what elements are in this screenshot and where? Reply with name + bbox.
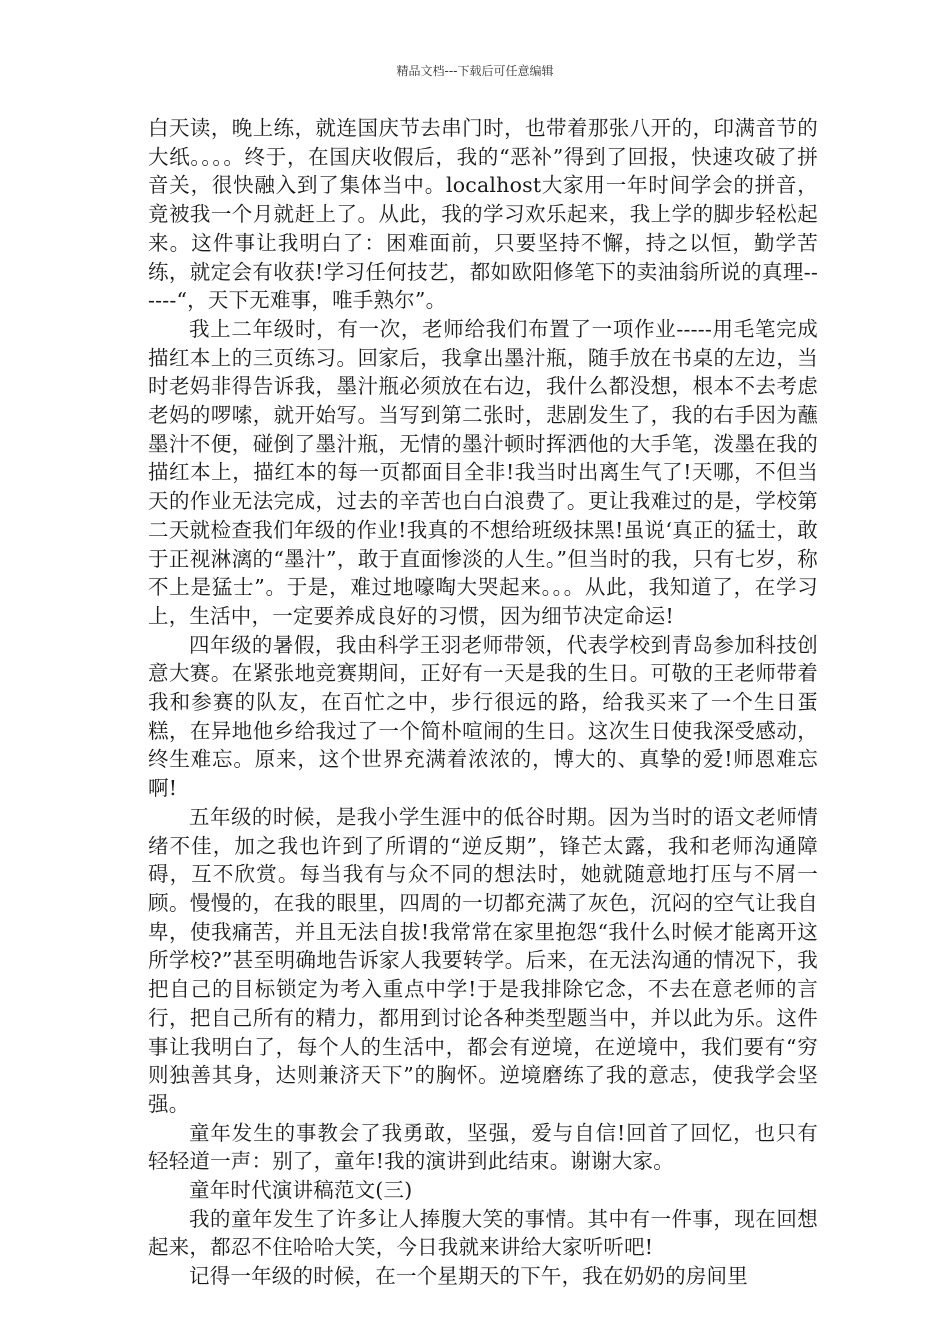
document-body [148,114,818,1291]
paragraph-6: 我的童年发生了许多让人捧腹大笑的事情。其中有一件事，现在回想起来，都忍不住哈哈大笑，今日我就来讲给大家听听吧! [148,1206,818,1260]
paragraph-3: 四年级的暑假，我由科学王羽老师带领，代表学校到青岛参加科技创意大赛。在紧张地竞赛期间，正好有一天是我的生日。可敬的王老师带着我和参赛的队友，在百忙之中，步行很远的路，给我买来了一个生日蛋糕，在异地他乡给我过了一个简朴喧闹的生日。这次生日使我深受感动，终生难忘。原来，这个世界充满着浓浓的，博大的、真挚的爱!师恩难忘啊! [148,632,818,801]
paragraph-5: 童年发生的事教会了我勇敢，坚强，爱与自信!回首了回忆，也只有轻轻道一声：别了，童年!我的演讲到此结束。谢谢大家。 [148,1120,818,1174]
paragraph-2: 我上二年级时，有一次，老师给我们布置了一项作业-----用毛笔完成描红本上的三页练习。回家后，我拿出墨汁瓶，随手放在书桌的左边，当时老妈非得告诉我，墨汁瓶必须放在右边，我什么都没想，根本不去考虑老妈的啰嗦，就开始写。当写到第二张时，悲剧发生了，我的右手因为蘸墨汁不便，碰倒了墨汁瓶，无情的墨汁顿时挥洒他的大手笔，泼墨在我的描红本上，描红本的每一页都面目全非!我当时出离生气了!天哪，不但当天的作业无法完成，过去的辛苦也白白浪费了。更让我难过的是，学校第二天就检查我们年级的作业!我真的不想给班级抹黑!虽说‘真正的猛士，敢于正视淋漓的“墨汁”，敢于直面惨淡的人生。”但当时的我，只有七岁，称不上是猛士”。于是，难过地嚎啕大哭起来。。。从此，我知道了，在学习上，生活中，一定要养成良好的习惯，因为细节决定命运! [148,316,818,628]
paragraph-1: 白天读，晚上练，就连国庆节去串门时，也带着那张八开的，印满音节的大纸。。。。终于，在国庆收假后，我的“恶补”得到了回报，快速攻破了拼音关，很快融入到了集体当中。localhost大家用一年时间学会的拼音，竟被我一个月就赶上了。从此，我的学习欢乐起来，我上学的脚步轻松起来。这件事让我明白了：困难面前，只要坚持不懈，持之以恒，勤学苦练，就定会有收获!学习任何技艺，都如欧阳修笔下的卖油翁所说的真理------“，天下无难事，唯手熟尔”。 [148,116,818,313]
page-header: 精品文档---下载后可任意编辑 [396,64,554,78]
section-heading: 童年时代演讲稿范文(三) [189,1178,413,1203]
paragraph-4: 五年级的时候，是我小学生涯中的低谷时期。因为当时的语文老师情绪不佳，加之我也许到了所谓的“逆反期”，锋芒太露，我和老师沟通障碍，互不欣赏。每当我有与众不同的想法时，她就随意地打压与不屑一顾。慢慢的，在我的眼里，四周的一切都充满了灰色，沉闷的空气让我自卑，使我痛苦，并且无法自拔!我常常在家里抱怨“我什么时候才能离开这所学校?”甚至明确地告诉家人我要转学。后来，在无法沟通的情况下，我把自己的目标锁定为考入重点中学!于是我排除它念，不去在意老师的言行，把自己所有的精力，都用到讨论各种类型题当中，并以此为乐。这件事让我明白了，每个人的生活中，都会有逆境，在逆境中，我们要有“穷则独善其身，达则兼济天下”的胸怀。逆境磨练了我的意志，使我学会坚强。 [148,804,818,1116]
paragraph-7: 记得一年级的时候，在一个星期天的下午，我在奶奶的房间里 [189,1264,748,1289]
